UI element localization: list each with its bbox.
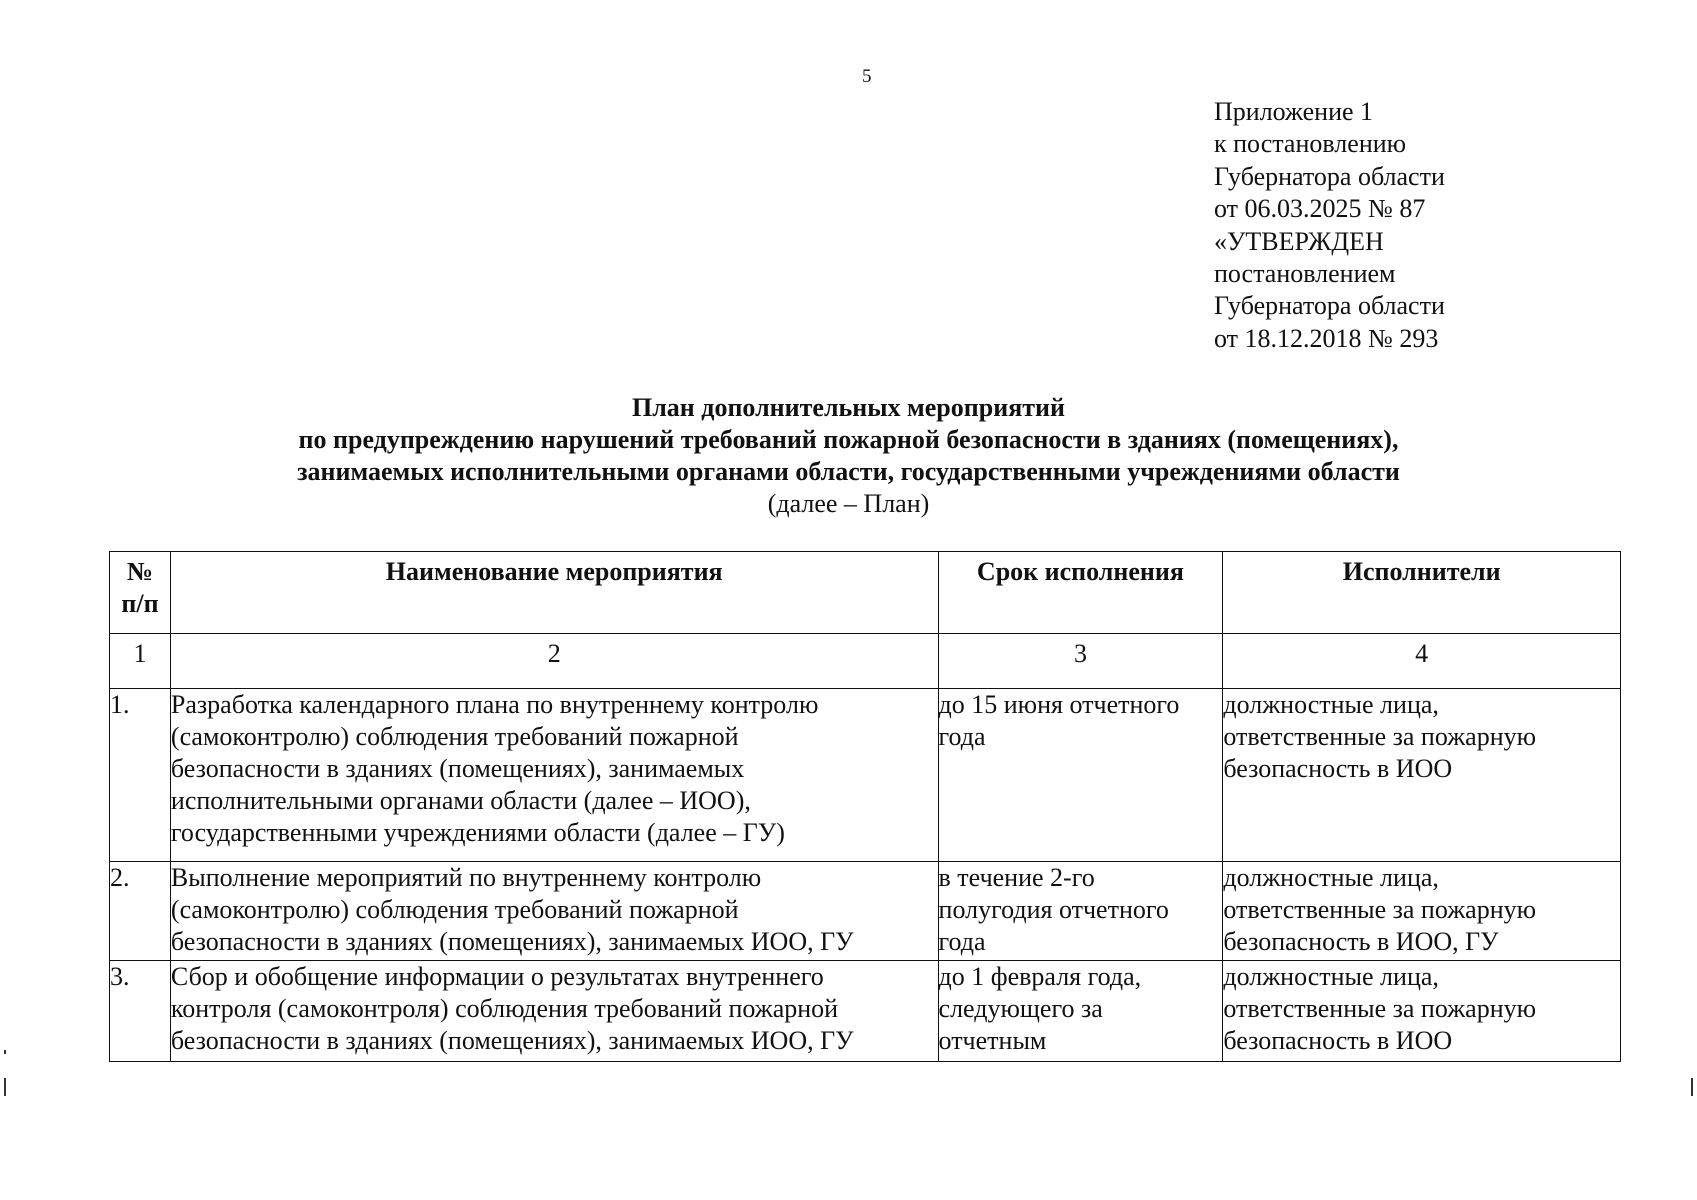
appendix-line: «УТВЕРЖДЕН bbox=[1214, 226, 1384, 256]
plan-title bbox=[0, 392, 1697, 520]
page-number: 5 bbox=[862, 66, 872, 87]
header-number: № п/п bbox=[110, 552, 171, 634]
deadline: в течение 2-го полугодия отчетного года bbox=[938, 862, 1223, 961]
header-executors: Исполнители bbox=[1223, 552, 1621, 634]
table-row bbox=[110, 961, 1621, 1062]
plan-title-line: занимаемых исполнительными органами области, государственными учреждениями области bbox=[297, 457, 1400, 486]
column-number: 4 bbox=[1223, 634, 1621, 689]
row-number: 1. bbox=[110, 689, 171, 862]
plan-table bbox=[109, 551, 1621, 1062]
executors: должностные лица, ответственные за пожарную безопасность в ИОО bbox=[1223, 961, 1621, 1062]
scan-artifact bbox=[4, 1078, 6, 1096]
row-number: 2. bbox=[110, 862, 171, 961]
column-number-row bbox=[110, 634, 1621, 689]
appendix-line: постановлением bbox=[1214, 259, 1396, 289]
appendix-line: от 18.12.2018 № 293 bbox=[1214, 323, 1439, 353]
activity-name: Сбор и обобщение информации о результатах внутреннего контроля (самоконтроля) соблюдения требований пожарной безопасности в зданиях (помещениях), занимаемых ИОО, ГУ bbox=[170, 961, 938, 1062]
plan-title-subtitle: (далее – План) bbox=[767, 489, 930, 518]
executors: должностные лица, ответственные за пожарную безопасность в ИОО bbox=[1223, 689, 1621, 862]
header-deadline: Срок исполнения bbox=[938, 552, 1223, 634]
table-row bbox=[110, 862, 1621, 961]
plan-title-line: по предупреждению нарушений требований пожарной безопасности в зданиях (помещениях), bbox=[298, 425, 1399, 454]
activity-name: Выполнение мероприятий по внутреннему контролю (самоконтролю) соблюдения требований пожарной безопасности в зданиях (помещениях), занимаемых ИОО, ГУ bbox=[170, 862, 938, 961]
executors: должностные лица, ответственные за пожарную безопасность в ИОО, ГУ bbox=[1223, 862, 1621, 961]
appendix-line: Приложение 1 bbox=[1214, 97, 1374, 126]
deadline: до 1 февраля года, следующего за отчетным bbox=[938, 961, 1223, 1062]
column-number: 1 bbox=[110, 634, 171, 689]
row-number: 3. bbox=[110, 961, 171, 1062]
header-name: Наименование мероприятия bbox=[170, 552, 938, 634]
column-number: 2 bbox=[170, 634, 938, 689]
column-number: 3 bbox=[938, 634, 1223, 689]
appendix-line: от 06.03.2025 № 87 bbox=[1214, 194, 1426, 224]
table-row bbox=[110, 689, 1621, 862]
appendix-line: Губернатора области bbox=[1214, 291, 1445, 321]
scan-artifact bbox=[1691, 1078, 1693, 1096]
appendix-block bbox=[1214, 96, 1445, 355]
table-header-row bbox=[110, 552, 1621, 634]
deadline: до 15 июня отчетного года bbox=[938, 689, 1223, 862]
appendix-line: Губернатора области bbox=[1214, 161, 1445, 191]
activity-name: Разработка календарного плана по внутреннему контролю (самоконтролю) соблюдения требований пожарной безопасности в зданиях (помещениях), занимаемых исполнительными органами области (далее – ИОО), государственными учреждениями области (далее – ГУ) bbox=[170, 689, 938, 862]
scan-artifact bbox=[4, 1050, 6, 1054]
appendix-line: к постановлению bbox=[1214, 129, 1407, 159]
plan-title-line: План дополнительных мероприятий bbox=[632, 393, 1065, 422]
